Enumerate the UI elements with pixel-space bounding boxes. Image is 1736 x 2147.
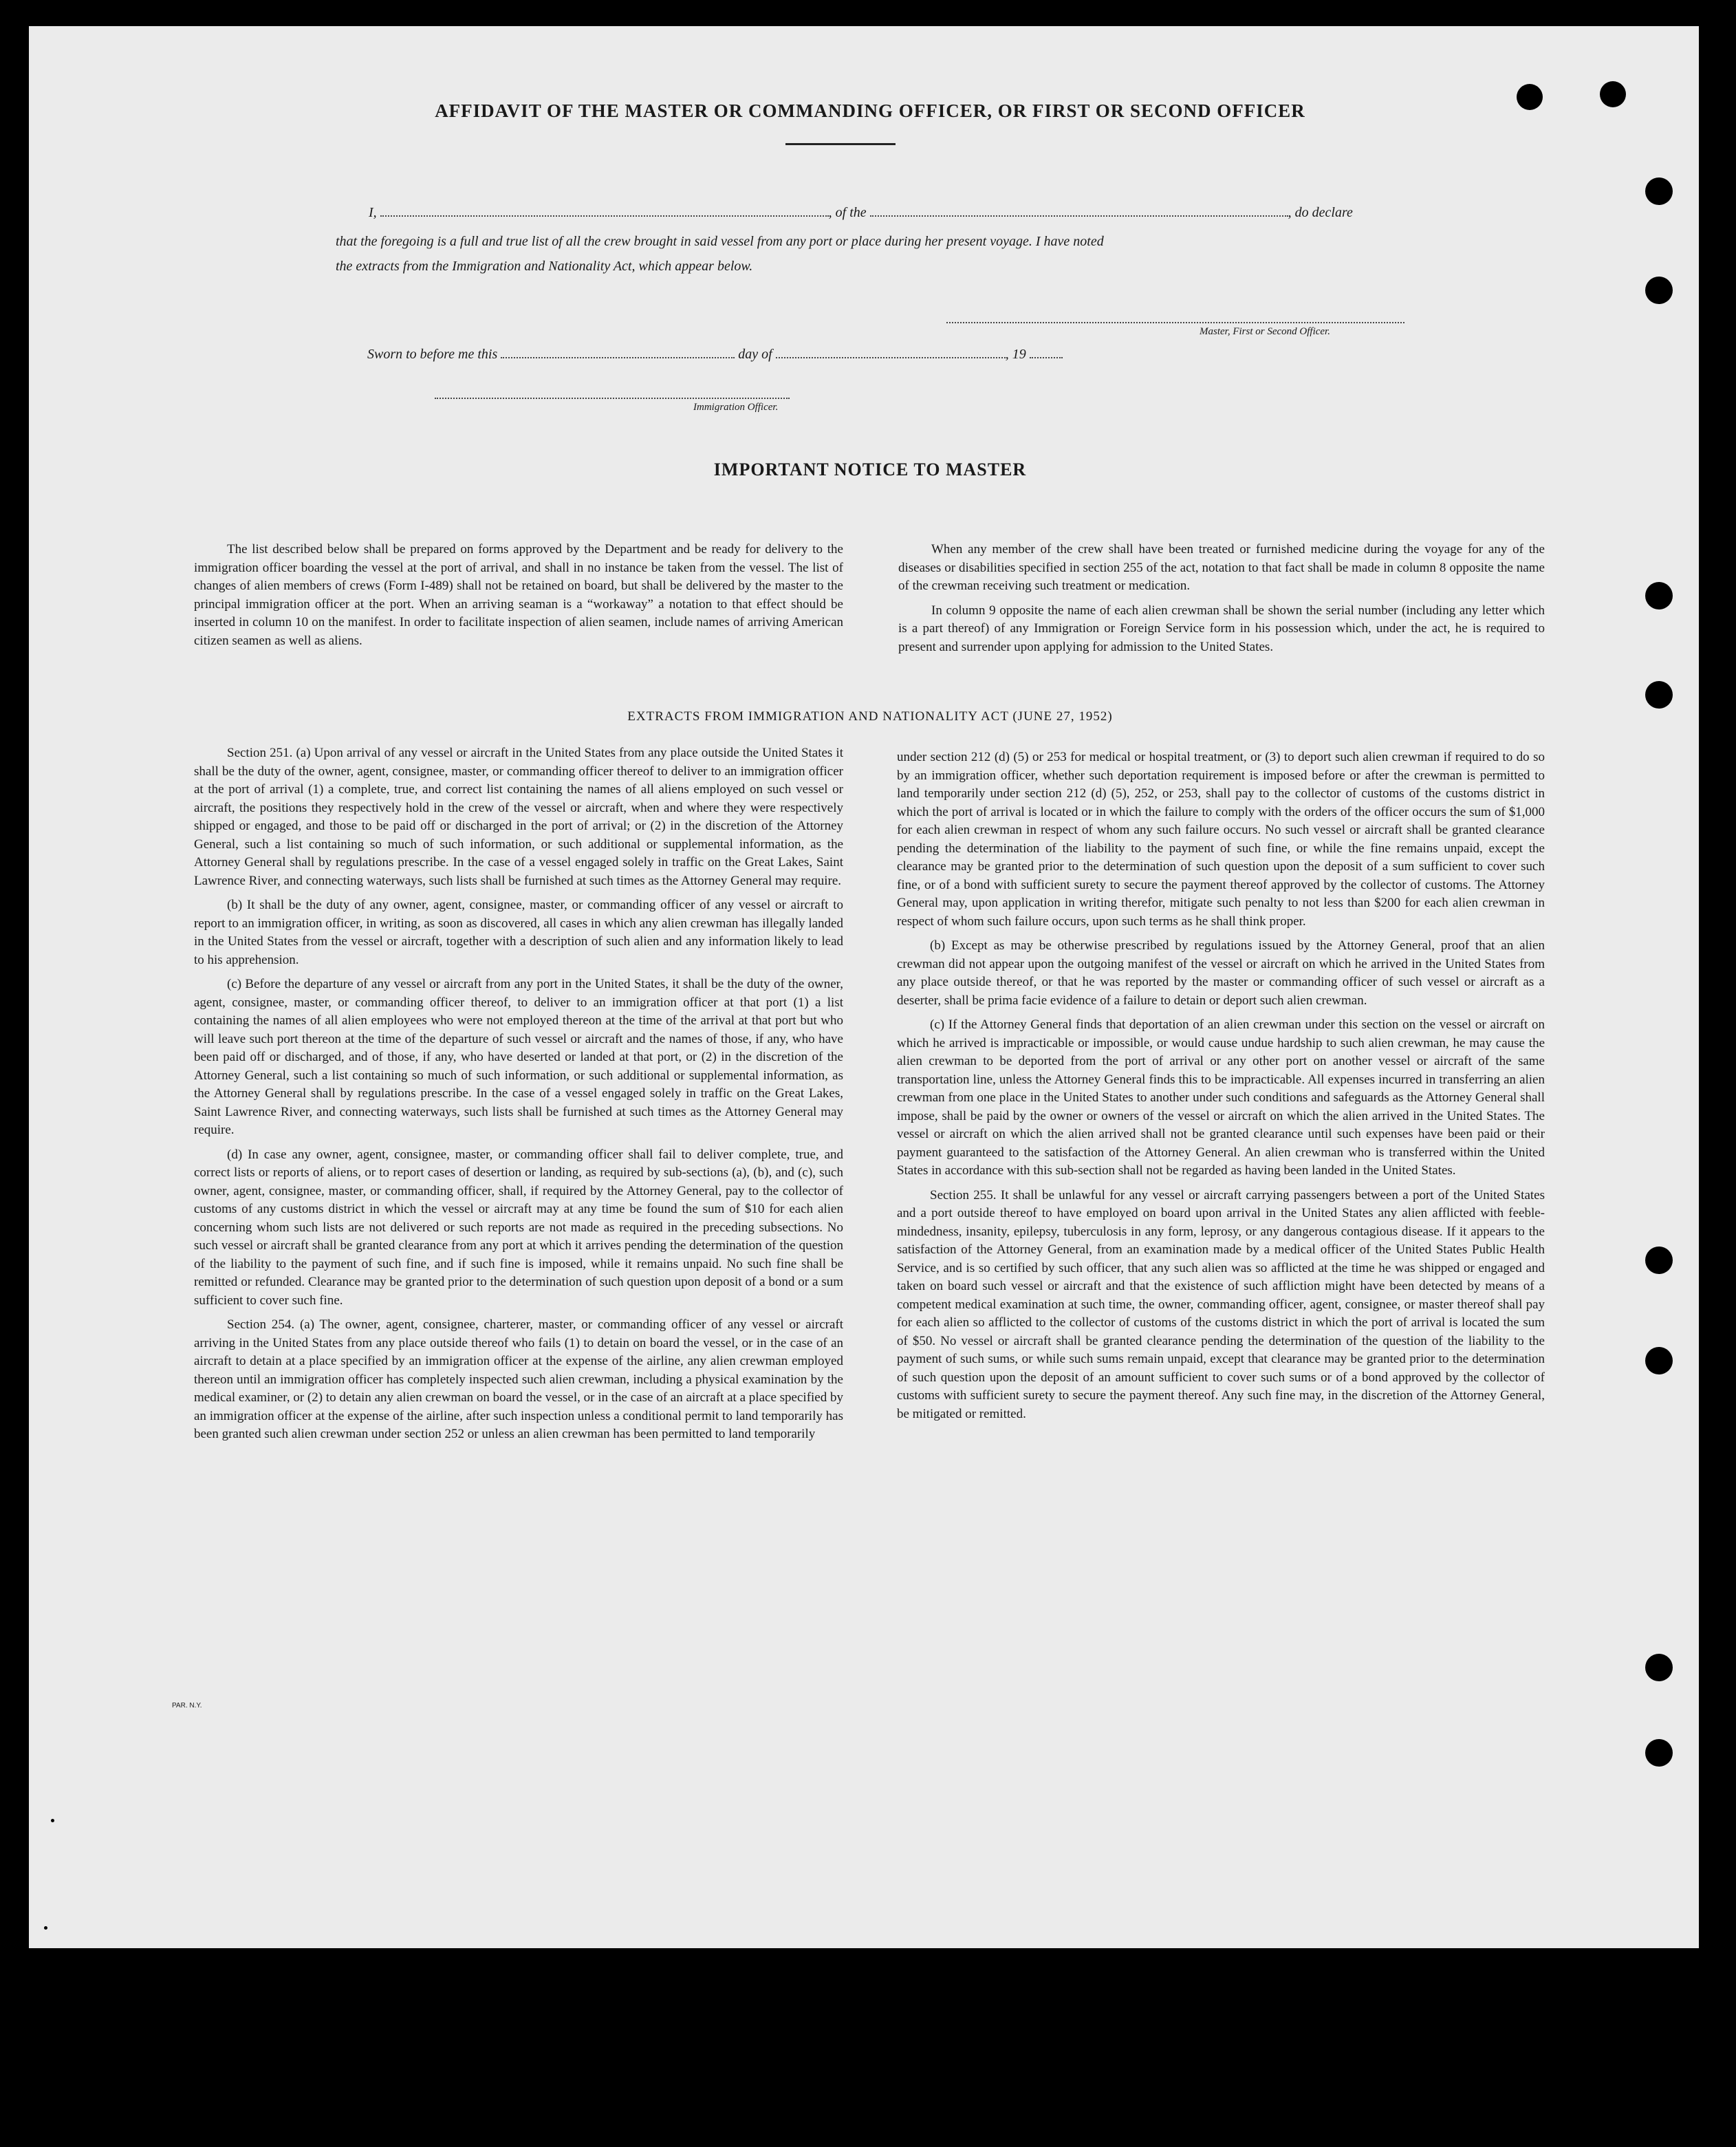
punch-hole bbox=[1645, 1347, 1673, 1374]
sworn-month-blank[interactable] bbox=[776, 347, 1006, 358]
notice-left-column bbox=[194, 541, 843, 656]
name-blank[interactable] bbox=[380, 206, 829, 217]
affidavit-title: AFFIDAVIT OF THE MASTER OR COMMANDING OFFICER, OR FIRST OR SECOND OFFICER bbox=[435, 100, 1305, 121]
title-rule bbox=[785, 143, 896, 145]
extracts-title: EXTRACTS FROM IMMIGRATION AND NATIONALITY ACT (JUNE 27, 1952) bbox=[627, 709, 1113, 724]
notice-right-column bbox=[898, 541, 1545, 662]
extract-paragraph: (c) Before the departure of any vessel or aircraft from any port in the United States, it shall be the duty of the owner, agent, consignee, master, or commanding officer thereof, to deliver to an immigration officer at that port (1) a list containing the names of all alien employees who were not employed thereon at the time of the arrival at that port but who will leave such port thereon at the time of the departure of such vessel or aircraft and the names of those, if any, who have been paid off or discharged, and of those, if any, who have deserted or landed at that port, or (2) in the discretion of the Attorney General, such a list containing so much of such information, or such additional or supplemental information, as the Attorney General shall by regulations prescribe. In the case of a vessel engaged solely in traffic on the Great Lakes, Saint Lawrence River, and connecting waterways, such lists shall be furnished at such times as the Attorney General may require. bbox=[194, 977, 843, 1137]
printer-mark: PAR. N.Y. bbox=[172, 1702, 202, 1709]
punch-hole bbox=[1600, 81, 1626, 107]
vessel-blank[interactable] bbox=[870, 206, 1288, 217]
sworn-label: Sworn to before me this bbox=[367, 347, 498, 362]
extracts-left-column bbox=[194, 744, 843, 1450]
statement-line-2: the extracts from the Immigration and Nationality Act, which appear below. bbox=[336, 259, 753, 274]
punch-hole bbox=[1517, 84, 1543, 110]
speck bbox=[1703, 59, 1706, 62]
extract-paragraph: (b) It shall be the duty of any owner, agent, consignee, master, or commanding officer of any vessel or aircraft to report to an immigration officer, in writing, as soon as discovered, all cases in which any alien crewman has illegally landed in the United States from the vessel or aircraft, together with a description of such alien and any information likely to lead to his apprehension. bbox=[194, 898, 843, 967]
master-signature-line[interactable] bbox=[946, 322, 1404, 323]
sworn-day-of: day of bbox=[738, 347, 772, 362]
extracts-right-column bbox=[897, 748, 1545, 1429]
punch-hole bbox=[1645, 177, 1673, 205]
punch-hole bbox=[1645, 582, 1673, 609]
speck bbox=[51, 1819, 54, 1822]
notice-paragraph: In column 9 opposite the name of each alien crewman shall be shown the serial number (including any letter which is a part thereof) of any Immigration or Foreign Service form in his possession which, under the act, he is required to present and surrender upon applying for admission to the United States. bbox=[898, 603, 1545, 654]
punch-hole bbox=[1645, 1247, 1673, 1274]
punch-hole bbox=[1645, 681, 1673, 709]
extract-paragraph: (c) If the Attorney General finds that deportation of an alien crewman under this section on the vessel or aircraft on which he arrived is impracticable or impossible, or would cause undue hardship to such alien crewman, he may cause the alien crewman to be deported from the port of arrival or any other port on another vessel or aircraft of the same transportation line, unless the Attorney General finds this to be impracticable. All expenses incurred in transferring an alien crewman from one place in the United States to another under such conditions and safeguards as the Attorney General shall impose, shall be paid by the owner or owners of the vessel or aircraft on which the alien arrived in the United States. The vessel or aircraft on which the alien arrived shall not be granted clearance until such expenses have been paid or their payment guaranteed to the satisfaction of the Attorney General. An alien crewman who is transferred within the United States in accordance with this sub-section shall not be regarded as having been landed in the United States. bbox=[897, 1017, 1545, 1178]
notice-paragraph: The list described below shall be prepared on forms approved by the Department and be ready for delivery to the immigration officer boarding the vessel at the port of arrival, and shall in no instance be taken from the vessel. The list of changes of alien members of crews (Form I-489) shall not be retained on board, but shall be delivered by the master to the principal immigration officer at the port. When an arriving seaman is a “workaway” a notation to that effect should be inserted in column 10 on the manifest. In order to facilitate inspection of alien seamen, include names of arriving American citizen seamen as well as aliens. bbox=[194, 542, 843, 648]
sworn-year-blank[interactable] bbox=[1030, 347, 1063, 358]
sworn-year-prefix: , 19 bbox=[1005, 347, 1026, 362]
sworn-day-blank[interactable] bbox=[501, 347, 735, 358]
punch-hole bbox=[1645, 1654, 1673, 1681]
extract-paragraph: Section 251. (a) Upon arrival of any vessel or aircraft in the United States from any place outside the United States it shall be the duty of the owner, agent, consignee, master, or commanding officer thereof to deliver to an immigration officer at the port of arrival (1) a complete, true, and correct list containing the names of all aliens employed on such vessel or aircraft, the positions they respectively hold in the crew of the vessel or aircraft, when and where they were respectively shipped or engaged, and those to be paid off or discharged in the port of arrival; or (2) in the discretion of the Attorney General, such a list containing so much of such information, or such additional or supplemental information, as the Attorney General shall by regulations prescribe. In the case of a vessel engaged solely in traffic on the Great Lakes, Saint Lawrence River, and connecting waterways, such lists shall be furnished at such times as the Attorney General may require. bbox=[194, 746, 843, 888]
declaration-i-label: I, bbox=[369, 205, 377, 220]
extract-paragraph: Section 254. (a) The owner, agent, consignee, charterer, master, or commanding officer of any vessel or aircraft arriving in the United States from any place outside thereof who fails (1) to detain on board the vessel, or in the case of an aircraft to detain at a place specified by an immigration officer at the expense of the airline, any alien crewman employed thereon until an immigration officer has completely inspected such alien crewman, including a physical examination by the medical examiner, or (2) to detain any alien crewman on board the vessel, or in the case of an aircraft at a place specified by an immigration officer at the expense of the airline, after such inspection unless a conditional permit to land temporarily has been granted such alien crewman under section 252 or unless an alien crewman has been permitted to land temporarily bbox=[194, 1317, 843, 1441]
declaration-of-the: , of the bbox=[828, 205, 867, 220]
notice-paragraph: When any member of the crew shall have been treated or furnished medicine during the voyage for any of the diseases or disabilities specified in section 255 of the act, notation to that fact shall be made in column 8 opposite the name of the crewman receiving such treatment or medication. bbox=[898, 542, 1545, 593]
speck bbox=[44, 1926, 47, 1930]
punch-hole bbox=[1645, 1739, 1673, 1767]
extract-paragraph: Section 255. It shall be unlawful for any vessel or aircraft carrying passengers between a port of the United States and a port outside thereof to have employed on board upon arrival in the United States any alien afflicted with feeble-mindedness, insanity, epilepsy, tuberculosis in any form, leprosy, or any dangerous contagious disease. If it appears to the satisfaction of the Attorney General, from an examination made by a medical officer of the United States Public Health Service, and is so certified by such officer, that any such alien was so afflicted at the time he was shipped or engaged and taken on board such vessel or aircraft and that the existence of such affliction might have been detected by means of a competent medical examination at such time, the owner, commanding officer, agent, consignee, or master thereof shall pay for each alien so afflicted to the collector of customs of the customs district in which the port of arrival is located the sum of $50. No vessel or aircraft shall be granted clearance pending the determination of the question of the liability to the payment of such sums, or while such sums remain unpaid, except that clearance may be granted prior to the determination of such question upon the deposit of an amount sufficient to cover such sums or of a bond approved by the collector of customs with sufficient surety to secure the payment thereof. Any such fine may, in the discretion of the Attorney General, be mitigated or remitted. bbox=[897, 1187, 1545, 1421]
immigration-officer-caption: Immigration Officer. bbox=[693, 402, 779, 413]
notice-title: IMPORTANT NOTICE TO MASTER bbox=[713, 460, 1027, 479]
punch-hole bbox=[1645, 277, 1673, 304]
extract-paragraph: (b) Except as may be otherwise prescribed by regulations issued by the Attorney General, proof that an alien crewman did not appear upon the outgoing manifest of the vessel or aircraft on which he arrived in the United States from any place outside thereof, or that he was reported by the master or commanding officer of such vessel or aircraft as a deserter, shall be prima facie evidence of a failure to detain or deport such alien crewman. bbox=[897, 938, 1545, 1008]
sworn-line bbox=[367, 347, 1063, 363]
declaration-line bbox=[369, 205, 1353, 221]
extract-paragraph: under section 212 (d) (5) or 253 for medical or hospital treatment, or (3) to deport such alien crewman if required to do so by an immigration officer, whether such deportation requirement is imposed before or after the crewman is permitted to land temporarily under section 212 (d) (5), 252, or 253, shall pay to the collector of customs of the customs district in which the port of arrival is located or in which the failure to comply with the orders of the officer occurs the sum of $1,000 for each alien crewman in respect of whom any such failure occurs. No such vessel or aircraft shall be granted clearance pending the determination of the liability to the payment of such fine, or while the fine remains unpaid, except the clearance may be granted prior to the determination of such question upon the deposit of a sum sufficient to cover such fine, or of a bond with sufficient surety to secure the payment thereof approved by the collector of customs. The Attorney General may, upon application in writing therefor, mitigate such penalty to not less than $200 for each alien crewman in respect of whom such failure occurs, upon such terms as he shall think proper. bbox=[897, 750, 1545, 929]
statement-line-1: that the foregoing is a full and true list of all the crew brought in said vessel from any port or place during her present voyage. I have noted bbox=[336, 234, 1104, 249]
immigration-officer-signature-line[interactable] bbox=[435, 398, 790, 399]
extract-paragraph: (d) In case any owner, agent, consignee, master, or commanding officer shall fail to deliver complete, true, and correct lists or reports of aliens, or to report cases of desertion or landing, as required by sub-sections (a), (b), and (c), such owner, agent, consignee, master, or commanding officer, shall, if required by the Attorney General, pay to the collector of customs of any customs district in which the vessel or aircraft may at any time be found the sum of $10 for each alien concerning whom such lists are not delivered or such reports are not made as required in the preceding subsections. No such vessel or aircraft shall be granted clearance from any port at which it arrives pending the determination of the question of the liability to the payment of such fine, and if such fine is imposed, while it remains unpaid. No such fine shall be remitted or refunded. Clearance may be granted prior to the determination of such question upon deposit of a bond or a sum sufficient to cover such fine. bbox=[194, 1147, 843, 1308]
master-caption: Master, First or Second Officer. bbox=[1200, 326, 1330, 337]
declaration-do-declare: , do declare bbox=[1288, 205, 1353, 220]
